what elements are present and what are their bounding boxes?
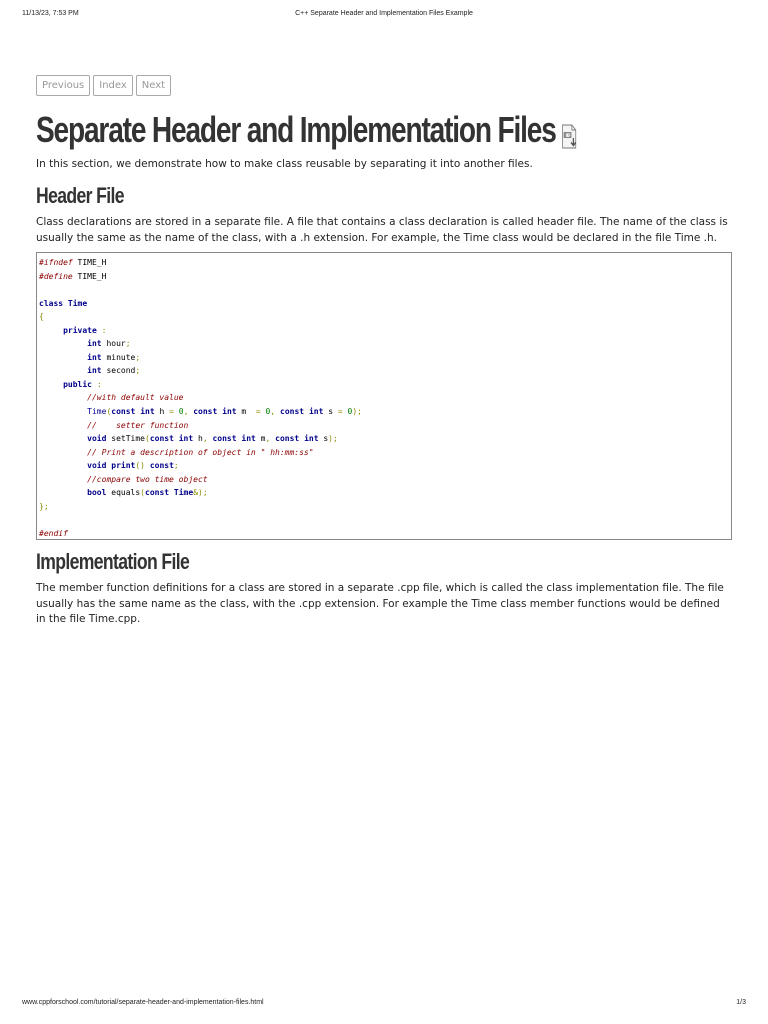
svg-text:PDF: PDF (565, 133, 570, 138)
code-line: void print() const; (87, 461, 179, 471)
code-line: private : (63, 325, 107, 335)
print-page-number: 1/3 (736, 999, 746, 1006)
code-line: #define TIME_H (39, 271, 107, 281)
code-line: int hour; (87, 339, 131, 349)
print-url: www.cppforschool.com/tutorial/separate-header-and-implementation-files.html (22, 999, 264, 1006)
code-line (39, 513, 729, 527)
code-line: Time(const int h = 0, const int m = 0, const int s = 0); (87, 407, 362, 417)
index-button[interactable]: Index (93, 75, 133, 96)
code-line: bool equals(const Time&); (87, 488, 208, 498)
implementation-file-paragraph: The member function definitions for a class are stored in a separate .cpp file, which is called the class implementation file. The file usually has the same name as the class, with the .cpp extension. For example the Time class member functions would be defined in the file Time.cpp. (36, 582, 724, 625)
print-doc-title: C++ Separate Header and Implementation Files Example (295, 10, 473, 17)
code-line: //with default value (87, 393, 184, 403)
print-header (22, 10, 746, 22)
print-datetime: 11/13/23, 7:53 PM (22, 10, 79, 17)
print-footer (22, 999, 746, 1011)
code-line: // Print a description of object in " hh:mm:ss" (87, 447, 314, 457)
pager-nav (36, 75, 732, 96)
header-file-paragraph: Class declarations are stored in a separate file. A file that contains a class declaration is called header file. The name of the class is usually the same as the name of the class, with a .h extension. For example, the Time class would be declared in the file Time .h. (36, 216, 728, 244)
code-line: }; (39, 501, 49, 511)
code-line: public : (63, 379, 102, 389)
code-line: void setTime(const int h, const int m, const int s); (87, 434, 338, 444)
code-line: //compare two time object (87, 474, 208, 484)
page-title-text: Separate Header and Implementation Files (36, 109, 556, 150)
main-content (36, 75, 732, 628)
code-line: int minute; (87, 352, 141, 362)
implementation-file-heading: Implementation File (36, 549, 190, 574)
header-file-heading: Header File (36, 183, 124, 208)
next-button[interactable]: Next (136, 75, 171, 96)
code-line: #ifndef TIME_H (39, 258, 107, 267)
code-line: int second; (87, 366, 141, 376)
code-line: class Time (39, 298, 88, 308)
intro-paragraph: In this section, we demonstrate how to make class reusable by separating it into another files. (36, 158, 533, 170)
page-title (36, 109, 579, 151)
previous-button[interactable]: Previous (36, 75, 90, 96)
code-line: // setter function (87, 420, 189, 430)
code-line: { (39, 312, 44, 322)
code-line (39, 283, 729, 297)
code-line: #endif (39, 528, 68, 538)
pdf-download-icon[interactable] (560, 117, 579, 143)
header-code-block (36, 252, 732, 540)
